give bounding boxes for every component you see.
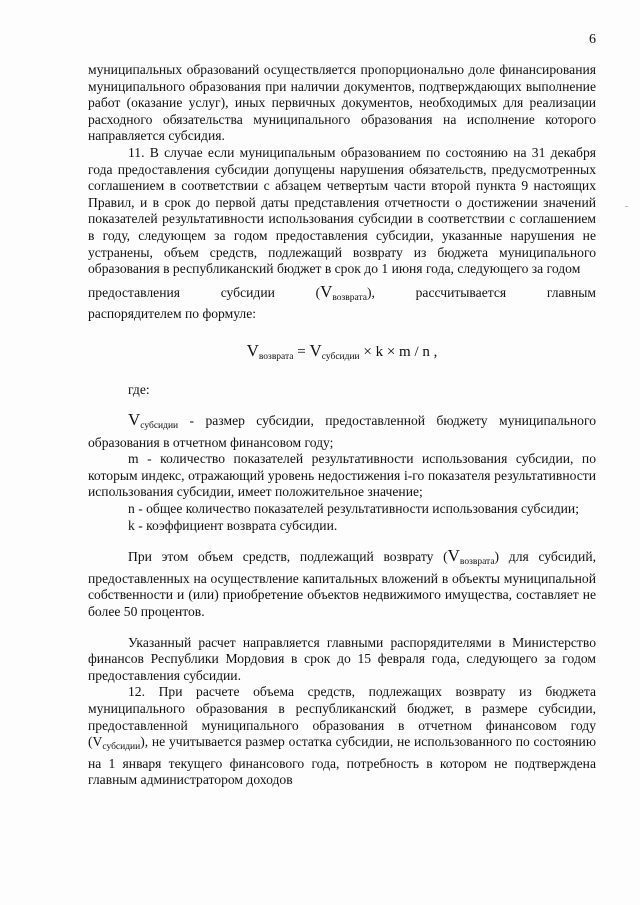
page-number: 6	[589, 32, 596, 47]
definition-n: n - общее количество показателей результативности использования субсидии;	[128, 501, 579, 517]
paragraph-11-tail: распорядителем по формуле:	[88, 306, 257, 322]
scan-mark	[625, 206, 628, 207]
paragraph-limit: При этом объем средств, подлежащий возврату $(V_{возврата})$ для субсидий, предоставленных на осуществление капитальных вложений в объекты муниципальной собственности и (или) приобретение объектов недвижимого имущества, составляет не более 50 процентов.	[88, 546, 597, 620]
paragraph-calculation: Указанный расчет направляется главными распорядителями в Министерство финансов Республики Мордовия в срок до 15 февраля года, следующего за годом предоставления субсидии.	[88, 634, 596, 683]
paragraph-11-line: предоставления субсидии $(V_{возврата})$, рассчитывается главным	[88, 284, 596, 307]
definition-m: m - количество показателей результативности использования субсидии, по которым индекс, отражающий уровень недостижения i-го показателя результативности использования субсидии, имеет положительное значение;	[88, 451, 596, 500]
v-return-symbol: $(V_{возврата})$,	[315, 281, 375, 303]
paragraph-12: 12. При расчете объема средств, подлежащих возврату из бюджета муниципального образования в республиканский бюджет, в размере субсидии, предоставленной муниципального образования в отчетном финансовом году $(V_{субсидии})$, не учитывается размер остатка субсидии, не использованного по состоянию на 1 января текущего финансового года, потребность в котором не подтверждена главным администратором доходов	[88, 684, 596, 788]
paragraph-continued: муниципальных образований осуществляется пропорционально доле финансирования муниципального образования при наличии документов, подтверждающих выполнение работ (оказание услуг), иных первичных документов, необходимых для реализации расходного обязательства муниципального образования на исполнение которого направляется субсидия.	[88, 62, 596, 144]
definition-v-subsidy: $V_{субсидии}$ - размер субсидии, предоставленной бюджету муниципального образования в отчетном финансовом году;	[88, 410, 596, 450]
paragraph-11: 11. В случае если муниципальным образованием по состоянию на 31 декабря года предоставления субсидии допущены нарушения обязательств, предусмотренных соглашением в соответствии с абзацем четвертым части второй пункта 9 настоящих Правил, и в срок до первой даты представления отчетности о достижении значений показателей результативности использования субсидии в соответствии с соглашением в году, следующем за годом предоставления субсидии, указанные нарушения не устранены, объем средств, подлежащий возврату из бюджета муниципального образования в республиканский бюджет в срок до 1 июня года, следующего за годом	[88, 144, 596, 277]
formula: $V_{возврата} = V_{субсидии} \times k \times m / n$ ,	[246, 340, 438, 362]
definition-k: k - коэффициент возврата субсидии.	[128, 517, 338, 533]
where-label: где:	[128, 381, 150, 397]
document-body	[88, 62, 596, 789]
